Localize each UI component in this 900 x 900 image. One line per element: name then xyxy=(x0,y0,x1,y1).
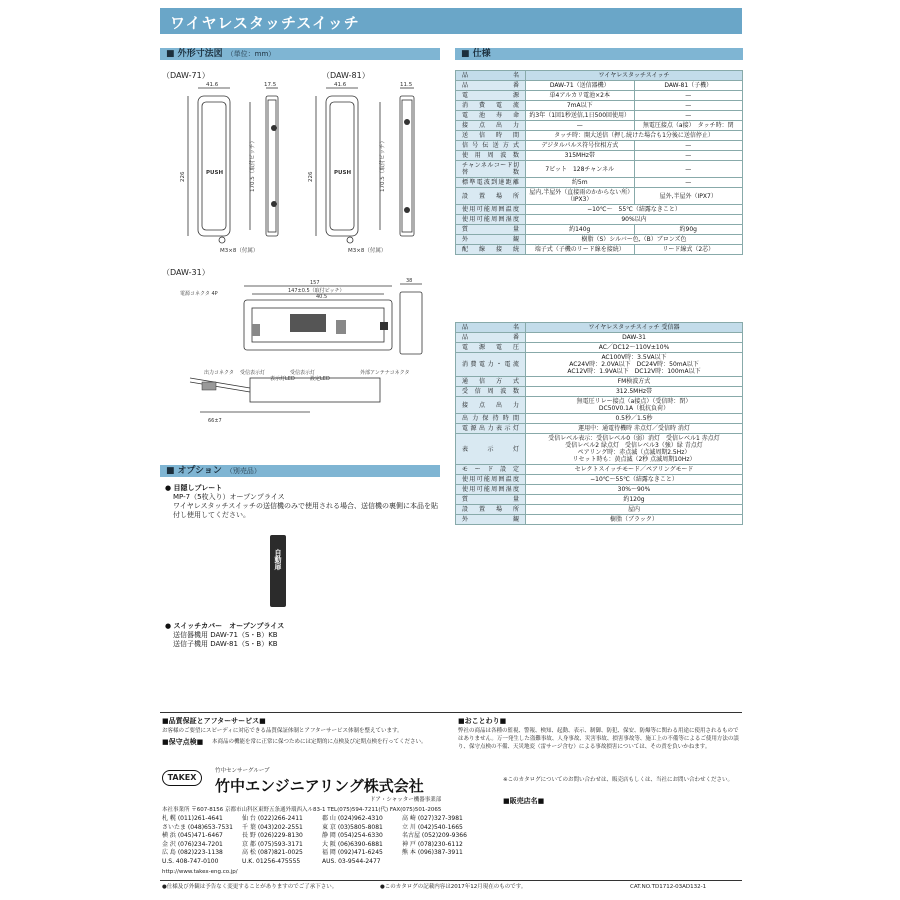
receiver-spec-value: 0.5秒／1.5秒 xyxy=(526,414,743,424)
transmitter-spec-row xyxy=(456,178,743,188)
receiver-spec-row xyxy=(456,397,743,414)
quality-text: お客様のご要望にスピーディに対応できる品質保証体制とアフターサービス体制を整えています。 xyxy=(162,728,403,734)
receiver-spec-table xyxy=(455,322,743,525)
daw71-dim-screw: M3×8（付属） xyxy=(220,248,259,254)
receiver-spec-row xyxy=(456,475,743,485)
receiver-spec-value: 無電圧リレー接点（a接点）（受信時：閉） DC50V0.1A（抵抗負荷） xyxy=(526,397,743,414)
receiver-spec-value: AC100V時：3.5VA以下 AC24V時：2.0VA以下 DC24V時：50mA以下 AC12V時：1.9VA以下 DC12V時：100mA以下 xyxy=(526,353,743,377)
transmitter-spec-value: — xyxy=(634,91,743,101)
daw31-dim-length: 157 xyxy=(310,280,320,286)
receiver-spec-key: 通信方式 xyxy=(456,377,526,387)
transmitter-spec-value: — xyxy=(526,121,635,131)
receiver-spec-value: 312.5MHz帯 xyxy=(526,387,743,397)
office-entry: U.K. 01256-475555 xyxy=(242,857,301,865)
transmitter-spec-value: — xyxy=(634,178,743,188)
daw71-dim-depth: 17.5 xyxy=(264,82,277,88)
option-switch-cover-line1: 送信器機用 DAW-71（S・B）KB xyxy=(173,631,278,639)
office-entry: 名古屋 (052)209-9366 xyxy=(402,832,467,839)
transmitter-spec-key: 標準電波到達距離 xyxy=(456,178,526,188)
transmitter-spec-row xyxy=(456,111,743,121)
office-entry: U.S. 408-747-0100 xyxy=(162,857,219,865)
transmitter-spec-key: 送信時間 xyxy=(456,131,526,141)
receiver-spec-row xyxy=(456,343,743,353)
office-entry: 札 幌 (011)261-4641 xyxy=(162,815,223,822)
transmitter-spec-value: 7ビット 128チャンネル xyxy=(526,161,635,178)
transmitter-spec-value: 90%以内 xyxy=(526,215,743,225)
office-entry: 京 都 (075)593-3171 xyxy=(242,840,303,848)
daw71-dim-pitch: 170.5（取付ピッチ） xyxy=(250,137,256,192)
daw31-indicator-led: 表示灯LED xyxy=(270,376,295,382)
office-entry: 東 京 (03)5805-8081 xyxy=(322,823,383,831)
company-url[interactable]: http://www.takex-eng.co.jp/ xyxy=(162,869,238,875)
option-switch-cover-title: ● スイッチカバー オープンプライス xyxy=(165,622,285,630)
receiver-spec-row xyxy=(456,353,743,377)
transmitter-spec-row xyxy=(456,225,743,235)
transmitter-spec-row xyxy=(456,121,743,131)
transmitter-spec-table xyxy=(455,70,743,255)
transmitter-spec-key: 信号伝送方式 xyxy=(456,141,526,151)
daw31-dim-pitch: 147±0.5（取付ピッチ） xyxy=(288,288,345,294)
transmitter-spec-value: DAW-71（送信器機） xyxy=(526,81,635,91)
transmitter-spec-value: 315MHz帯 xyxy=(526,151,635,161)
receiver-spec-key: 接点出力 xyxy=(456,397,526,414)
daw31-dim-cable: 66±7 xyxy=(208,418,222,424)
transmitter-spec-key: チャンネルコード切替数 xyxy=(456,161,526,178)
office-entry: 神 戸 (078)230-6112 xyxy=(402,840,463,848)
daw71-dim-height: 226 xyxy=(180,171,186,182)
transmitter-spec-value: — xyxy=(634,101,743,111)
daw81-label: （DAW-81） xyxy=(322,71,370,80)
office-entry: 立 川 (042)540-1665 xyxy=(402,823,463,831)
daw31-power-connector: 電源コネクタ 4P xyxy=(180,291,218,297)
transmitter-spec-value: — xyxy=(634,151,743,161)
transmitter-spec-row xyxy=(456,245,743,255)
receiver-spec-value: FM検波方式 xyxy=(526,377,743,387)
daw31-drawing xyxy=(160,278,445,428)
daw71-push-label: PUSH xyxy=(206,170,224,176)
office-row xyxy=(162,824,482,833)
transmitter-spec-key: 使用可能周囲湿度 xyxy=(456,215,526,225)
office-entry: さいたま (048)653-7531 xyxy=(162,823,233,831)
blind-plate-image xyxy=(270,535,286,607)
office-list xyxy=(162,815,482,866)
receiver-spec-key: 出力保持時間 xyxy=(456,414,526,424)
bottom-divider xyxy=(160,880,742,881)
transmitter-spec-value: 約3年（1回1秒送信,1日500回使用） xyxy=(526,111,635,121)
option-blind-plate xyxy=(165,484,440,520)
transmitter-spec-key: 電源 xyxy=(456,91,526,101)
receiver-spec-key: 電源電圧 xyxy=(456,343,526,353)
office-entry: AUS. 03-9544-2477 xyxy=(322,857,381,865)
transmitter-spec-value: リード線式（2芯） xyxy=(634,245,743,255)
receiver-spec-row xyxy=(456,414,743,424)
daw31-rx-indicator-2: 受信表示灯 xyxy=(290,370,316,376)
transmitter-spec-row xyxy=(456,81,743,91)
receiver-spec-key: 消費電力・電流 xyxy=(456,353,526,377)
transmitter-spec-key: 外観 xyxy=(456,235,526,245)
receiver-spec-key: 品番 xyxy=(456,333,526,343)
transmitter-spec-value: 約5m xyxy=(526,178,635,188)
office-entry: 静 岡 (054)254-6330 xyxy=(322,832,383,839)
transmitter-spec-row xyxy=(456,188,743,205)
office-entry: 長 野 (026)229-8130 xyxy=(242,832,303,839)
office-entry: 仙 台 (022)266-2411 xyxy=(242,815,303,822)
receiver-spec-row xyxy=(456,495,743,505)
page-title-bar xyxy=(160,8,742,34)
quality-title: ■品質保証とアフターサービス■ xyxy=(162,717,266,725)
spec-section-title: ■ 仕様 xyxy=(461,49,491,59)
transmitter-spec-value: 無電圧接点（a接） タッチ時：閉 xyxy=(634,121,743,131)
daw31-dim-depth: 38 xyxy=(406,278,413,284)
receiver-spec-value: 約120g xyxy=(526,495,743,505)
daw31-label: （DAW-31） xyxy=(162,268,210,277)
transmitter-spec-key: 消費電流 xyxy=(456,101,526,111)
office-row xyxy=(162,815,482,824)
transmitter-spec-key: 設置場所 xyxy=(456,188,526,205)
daw31-output-connector: 出力コネクタ xyxy=(204,370,234,376)
receiver-spec-key: 使用可能周囲温度 xyxy=(456,475,526,485)
daw71-drawing xyxy=(160,82,310,257)
transmitter-spec-row xyxy=(456,161,743,178)
receiver-spec-value: 運用中：通電待機時 赤点灯／受信時 消灯 xyxy=(526,424,743,434)
transmitter-spec-key: 使用可能周囲温度 xyxy=(456,205,526,215)
receiver-spec-value: ワイヤレスタッチスイッチ 受信器 xyxy=(526,323,743,333)
daw81-dim-height: 226 xyxy=(308,171,314,182)
office-entry: 広 島 (082)223-1138 xyxy=(162,849,223,856)
option-switch-cover-line2: 送信子機用 DAW-81（S・B）KB xyxy=(173,640,278,648)
daw81-drawing xyxy=(300,82,445,257)
receiver-spec-key: モード設定 xyxy=(456,465,526,475)
hq-address: 本社事業所 〒607-8156 京都市山科区東野五条通外環西入ル83-1 TEL(075)594-7211(代) FAX(075)501-2065 xyxy=(162,807,442,813)
office-row xyxy=(162,832,482,841)
transmitter-spec-row xyxy=(456,131,743,141)
office-entry: 高 崎 (027)327-3981 xyxy=(402,815,463,822)
catalog-number: CAT.NO.TD1712-03AD132-1 xyxy=(630,884,707,890)
transmitter-spec-row xyxy=(456,151,743,161)
disclaimer-spec: ●仕様及び外観は予告なく変更することがありますのでご了承下さい。 xyxy=(162,884,338,890)
receiver-spec-key: 品名 xyxy=(456,323,526,333)
receiver-spec-value: 30%〜90% xyxy=(526,485,743,495)
dimensions-section-title: ■ 外形寸法図 （単位：mm） xyxy=(166,49,276,59)
office-entry: 高 松 (087)821-0025 xyxy=(242,849,303,856)
options-section-title: ■ オプション （別売品） xyxy=(166,466,261,476)
transmitter-spec-row xyxy=(456,91,743,101)
receiver-spec-row xyxy=(456,434,743,465)
receiver-spec-value: 受信レベル表示：受信レベル0（弱）消灯 受信レベル1 赤点灯 受信レベル2 緑点灯 受信レベル3（強）緑 青点灯 ペアリング時：赤点滅（点滅周期2.5Hz） リセット時も：黄点滅（2秒 点滅周期10Hz） xyxy=(526,434,743,465)
page-title: ワイヤレスタッチスイッチ xyxy=(170,14,360,32)
receiver-spec-key: 電源出力表示灯 xyxy=(456,424,526,434)
division-name: ドア・シャッター機器事業部 xyxy=(370,797,442,803)
office-entry: 大 阪 (06)6390-6881 xyxy=(322,840,383,848)
transmitter-spec-row xyxy=(456,71,743,81)
daw81-dim-depth: 11.5 xyxy=(400,82,413,88)
transmitter-spec-value: — xyxy=(634,111,743,121)
receiver-spec-row xyxy=(456,377,743,387)
transmitter-spec-key: 電池寿命 xyxy=(456,111,526,121)
daw31-dim-inner: 40.5 xyxy=(316,294,328,300)
dimensions-section-header xyxy=(160,48,440,60)
receiver-spec-row xyxy=(456,465,743,475)
receiver-spec-key: 質量 xyxy=(456,495,526,505)
office-entry: 郡 山 (024)962-4310 xyxy=(322,815,383,822)
daw31-antenna-connector: 外部アンテナコネクタ xyxy=(360,370,410,376)
office-row xyxy=(162,849,482,858)
option-blind-plate-desc: ワイヤレスタッチスイッチの送信機のみで使用される場合、送信機の裏側に本品を貼付し使用してください。 xyxy=(173,502,438,519)
transmitter-spec-key: 品名 xyxy=(456,71,526,81)
office-row xyxy=(162,858,482,867)
receiver-spec-row xyxy=(456,485,743,495)
transmitter-spec-key: 配線接続 xyxy=(456,245,526,255)
office-entry: 千 葉 (043)202-2551 xyxy=(242,823,303,831)
receiver-spec-key: 設置場所 xyxy=(456,505,526,515)
receiver-spec-key: 使用可能周囲湿度 xyxy=(456,485,526,495)
company-name: 竹中エンジニアリング株式会社 xyxy=(215,777,424,795)
option-switch-cover xyxy=(165,622,440,649)
transmitter-spec-value: 7mA以下 xyxy=(526,101,635,111)
transmitter-spec-value: 約90g xyxy=(634,225,743,235)
transmitter-spec-value: 端子式（子機のリード線を接続） xyxy=(526,245,635,255)
transmitter-spec-value: 約140g xyxy=(526,225,635,235)
transmitter-spec-key: 質量 xyxy=(456,225,526,235)
receiver-spec-value: DAW-31 xyxy=(526,333,743,343)
takex-logo: TAKEX xyxy=(162,770,202,786)
transmitter-spec-value: タッチ時：開大送信（押し続けた場合も1分後に送信停止） xyxy=(526,131,743,141)
options-section-header xyxy=(160,465,440,477)
receiver-spec-value: セレクトスイッチモード／ペアリングモード xyxy=(526,465,743,475)
transmitter-spec-value: 単4アルカリ電池×2本 xyxy=(526,91,635,101)
transmitter-spec-key: 接点出力 xyxy=(456,121,526,131)
receiver-spec-key: 外観 xyxy=(456,515,526,525)
option-blind-plate-model: MP-7（5枚入り）オープンプライス xyxy=(173,493,285,501)
transmitter-spec-row xyxy=(456,205,743,215)
blind-plate-text: 自動扉 xyxy=(274,549,282,570)
footer-divider xyxy=(160,712,742,713)
receiver-spec-value: 屋内 xyxy=(526,505,743,515)
daw81-dim-pitch: 170.5（取付ピッチ） xyxy=(380,137,386,192)
transmitter-spec-value: 樹脂（S）シルバー色,（B）ブロンズ色 xyxy=(526,235,743,245)
receiver-spec-key: 受信周波数 xyxy=(456,387,526,397)
transmitter-spec-value: ワイヤレスタッチスイッチ xyxy=(526,71,743,81)
transmitter-spec-value: — xyxy=(634,141,743,151)
receiver-spec-value: AC／DC12〜110V±10% xyxy=(526,343,743,353)
office-entry: 福 岡 (092)471-6245 xyxy=(322,849,383,856)
receiver-spec-key: 表示灯 xyxy=(456,434,526,465)
dealer-label: ■販売店名■ xyxy=(503,797,545,805)
maintenance-title: ■保守点検■ xyxy=(162,738,204,746)
receiver-spec-row xyxy=(456,387,743,397)
notice-title: ■おことわり■ xyxy=(458,717,507,725)
option-blind-plate-title: ● 目隠しプレート xyxy=(165,484,223,492)
office-entry: 金 沢 (076)234-7201 xyxy=(162,840,223,848)
receiver-spec-row xyxy=(456,424,743,434)
company-group: 竹中センサーグループ xyxy=(215,768,270,774)
transmitter-spec-row xyxy=(456,101,743,111)
transmitter-spec-row xyxy=(456,141,743,151)
transmitter-spec-key: 使用周波数 xyxy=(456,151,526,161)
maintenance-text: 本商品の機能を常に正常に保つためには定期的に点検及び定期点検を行ってください。 xyxy=(212,739,427,745)
transmitter-spec-value: DAW-81（子機） xyxy=(634,81,743,91)
transmitter-spec-value: 屋外,半屋外（IPX7） xyxy=(634,188,743,205)
receiver-spec-row xyxy=(456,515,743,525)
receiver-spec-value: −10℃〜55℃（結露なきこと） xyxy=(526,475,743,485)
transmitter-spec-value: 屋内,半屋外（直接雨のかからない所）（IPX3） xyxy=(526,188,635,205)
office-entry: 熊 本 (096)387-3911 xyxy=(402,849,463,856)
daw71-dim-width: 41.6 xyxy=(206,82,219,88)
transmitter-spec-row xyxy=(456,215,743,225)
notice-text: 弊社の商品は各種の監視、警報、検知、起動、表示、制御、防犯、保安、防爆等に関わる用途に使用されるものではありません。万一発生した盗難事故、人身事故、災害事故、損害事故等、施工上の不備等によるご使用方法の誤り、保守点検の不備、天災地変（雷サージ含む）による事故損害については、その責を負いかねます。 xyxy=(458,728,739,750)
daw81-dim-screw: M3×8（付属） xyxy=(348,248,387,254)
office-entry xyxy=(402,858,482,867)
receiver-spec-row xyxy=(456,323,743,333)
disclaimer-date: ●このカタログの記載内容は2017年12月現在のものです。 xyxy=(380,884,527,890)
transmitter-spec-value: −10℃〜 55℃（結露なきこと） xyxy=(526,205,743,215)
daw31-rx-indicator: 受信表示灯 xyxy=(240,370,266,376)
daw81-push-label: PUSH xyxy=(334,170,352,176)
receiver-spec-row xyxy=(456,505,743,515)
contact-note: ※このカタログについてのお問い合わせは、販売店もしくは、当社にお問い合わせください。 xyxy=(503,777,734,783)
transmitter-spec-key: 品番 xyxy=(456,81,526,91)
transmitter-spec-row xyxy=(456,235,743,245)
office-entry: 横 浜 (045)471-6467 xyxy=(162,832,223,839)
receiver-spec-row xyxy=(456,333,743,343)
daw71-label: （DAW-71） xyxy=(162,71,210,80)
daw81-dim-width: 41.6 xyxy=(334,82,347,88)
receiver-spec-value: 樹脂（ブラック） xyxy=(526,515,743,525)
spec-section-header xyxy=(455,48,743,60)
transmitter-spec-value: — xyxy=(634,161,743,178)
transmitter-spec-value: デジタルパルス符号位相方式 xyxy=(526,141,635,151)
office-row xyxy=(162,841,482,850)
daw31-setting-led: 設定LED xyxy=(310,376,330,382)
